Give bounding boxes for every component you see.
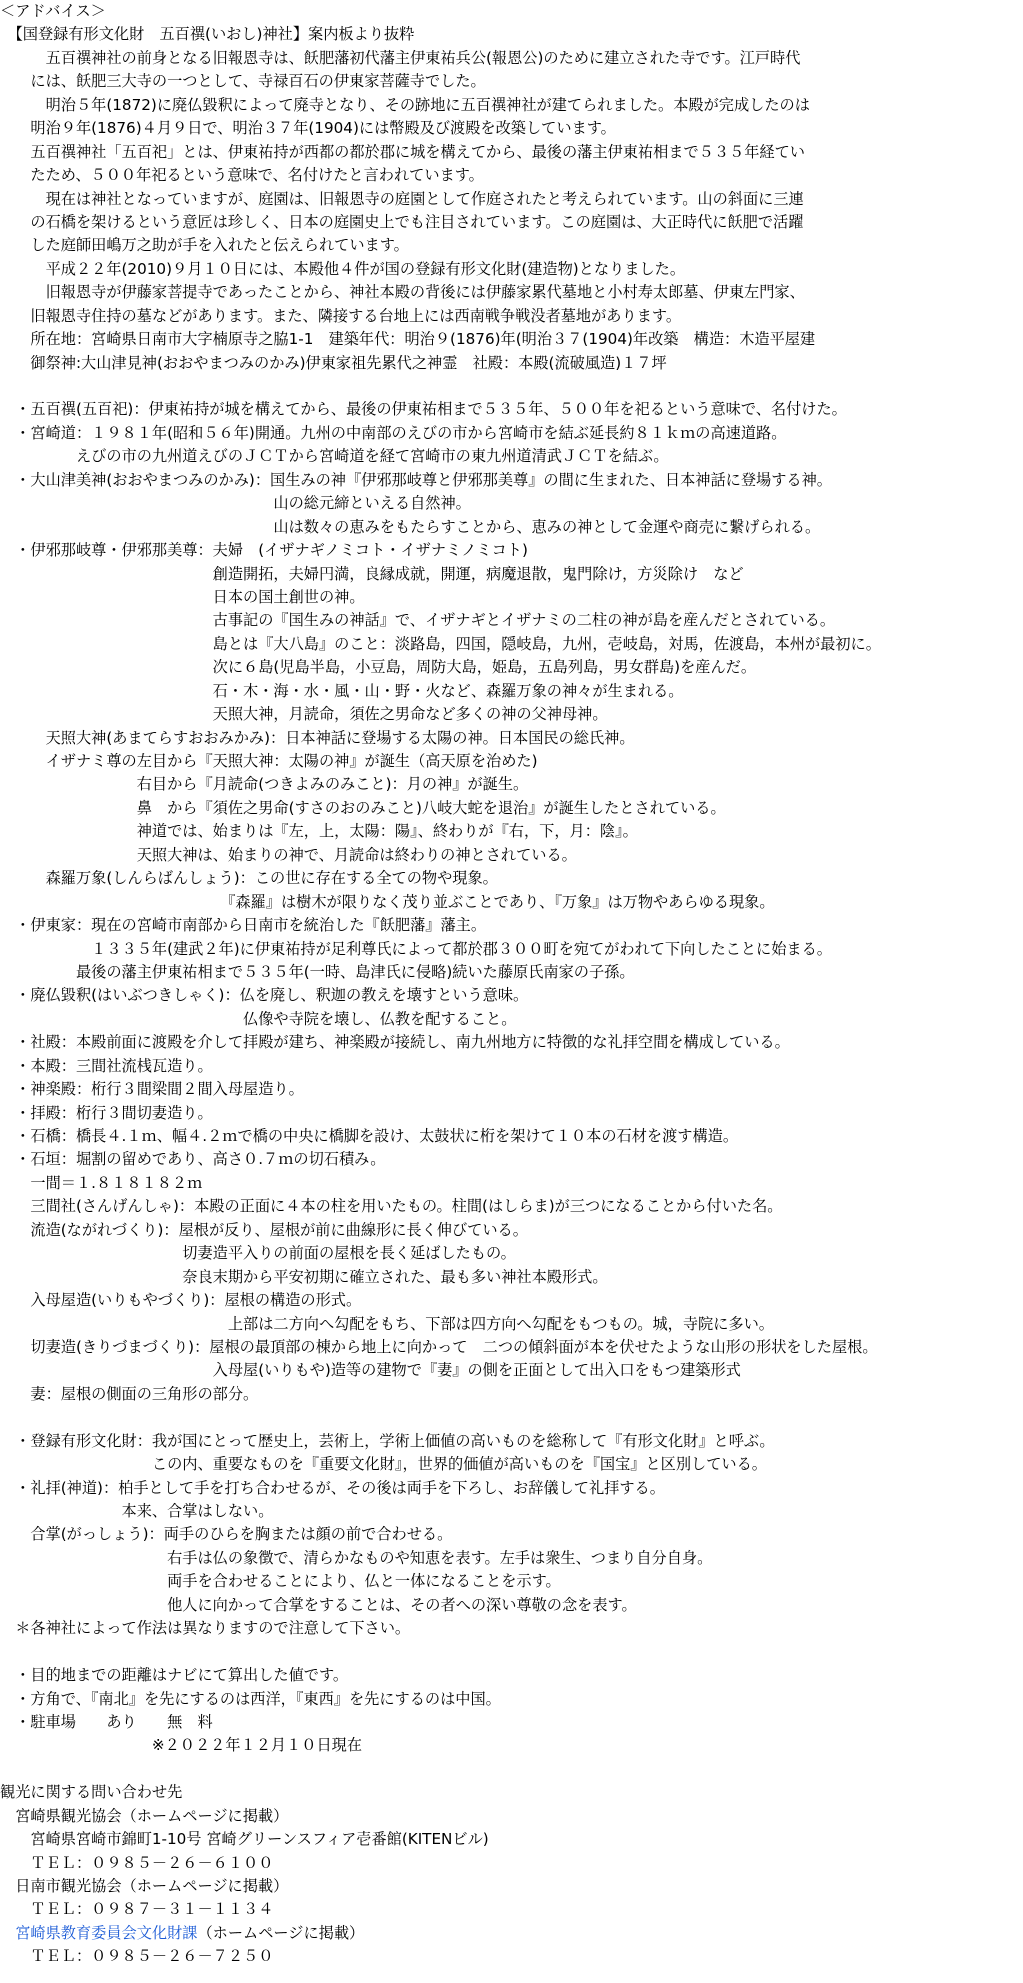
etiquette-section: [0, 1430, 1023, 1641]
note-line: イザナミ尊の左目から『天照大神：太陽の神』が誕生（高天原を治めた): [0, 752, 538, 770]
etiquette-line: ・登録有形文化財：我が国にとって歴史上，芸術上，学術上価値の高いものを総称して『有形文化財』と呼ぶ。: [0, 1431, 775, 1450]
note-line: ・伊東家：現在の宮崎市南部から日南市を統治した『飫肥藩』藩主。: [0, 916, 486, 935]
contact-miyazaki-tel: ＴＥＬ：０９８５－２６－６１００: [0, 1853, 274, 1872]
note-line: ・本殿：三間社流桟瓦造り。: [0, 1056, 213, 1075]
etiquette-line: 他人に向かって合掌をすることは、その者への深い尊敬の念を表す。: [0, 1595, 637, 1614]
note-line: 妻：屋根の側面の三角形の部分。: [0, 1384, 259, 1403]
note-line: 切妻造平入りの前面の屋根を長く延ばしたもの。: [0, 1244, 516, 1263]
etiquette-caution: ＊各神社によって作法は異なりますので注意して下さい。: [0, 1619, 411, 1638]
placard-line: 旧報恩寺が伊藤家菩提寺であったことから、神社本殿の背後には伊藤家累代墓地と小村寿太郎墓、伊東左門家、: [0, 283, 805, 302]
contact-nichinan-tel: ＴＥＬ：０９８７－３１－１１３４: [0, 1900, 274, 1919]
spacer: [0, 1406, 1023, 1429]
note-line: 仏像や寺院を壊し、仏教を配すること。: [0, 1009, 517, 1028]
note-line: ・五百禩(五百祀)：伊東祐持が城を構えてから、最後の伊東祐相まで５３５年、５００年を祀るという意味で、名付けた。: [0, 400, 847, 419]
note-line: 入母屋造(いりもやづくり)：屋根の構造の形式。: [0, 1291, 362, 1310]
notes-section: [0, 398, 1023, 1406]
etiquette-line: 合掌(がっしょう)：両手のひらを胸または顔の前で合わせる。: [0, 1525, 453, 1544]
contacts-section: [0, 1781, 1023, 1969]
travel-section: [0, 1664, 1023, 1758]
note-line: 山の総元締といえる自然神。: [0, 494, 471, 513]
contact-miyazaki-address: 宮崎県宮崎市錦町1-10号 宮崎グリーンスフィア壱番館(KITENビル): [0, 1830, 489, 1849]
contact-education-tel: ＴＥＬ：０９８５－２６－７２５０: [0, 1947, 274, 1966]
spacer: [0, 375, 1023, 398]
note-line: 上部は二方向へ勾配をもち、下部は四方向へ勾配をもつもの。城，寺院に多い。: [0, 1314, 774, 1333]
placard-line: 五百禩神社「五百祀」とは、伊東祐持が西都の都於郡に城を構えてから、最後の藩主伊東祐相まで５３５年経てい: [0, 142, 805, 161]
as-of-date: ※２０２２年１２月１０日現在: [0, 1736, 363, 1755]
note-line: 天照大神，月読命，須佐之男命など多くの神の父神母神。: [0, 705, 608, 724]
placard-line: たため、５００年祀るという意味で、名付けたと言われています。: [0, 166, 484, 185]
note-line: 天照大神は、始まりの神で、月読命は終わりの神とされている。: [0, 845, 577, 864]
placard-line: の石橋を架けるという意匠は珍しく、日本の庭園史上でも注目されています。この庭園は、大正時代に飫肥で活躍: [0, 212, 804, 231]
note-line: 三間社(さんげんしゃ)：本殿の正面に４本の柱を用いたもの。柱間(はしらま)が三つになることから付いた名。: [0, 1197, 783, 1216]
placard-line: 五百禩神社の前身となる旧報恩寺は、飫肥藩初代藩主伊東祐兵公(報恩公)のために建立された寺です。江戸時代: [0, 48, 801, 67]
contact-education-board: [0, 1922, 1023, 1945]
note-line: ・宮崎道：１９８１年(昭和５６年)開通。九州の中南部のえびの市から宮崎市を結ぶ延長約８１ｋｍの高速道路。: [0, 423, 787, 442]
note-line: 切妻造(きりづまづくり)：屋根の最頂部の棟から地上に向かって 二つの傾斜面が本を伏せたような山形の形状をした屋根。: [0, 1337, 878, 1356]
etiquette-line: 本来、合掌はしない。: [0, 1502, 274, 1520]
note-line: 最後の藩主伊東祐相まで５３５年(一時、島津氏に侵略)続いた藤原氏南家の子孫。: [0, 962, 635, 981]
note-line: ・伊邪那岐尊・伊邪那美尊：夫婦 (イザナギノミコト・イザナミノミコト): [0, 541, 528, 560]
placard-line: 明治５年(1872)に廃仏毀釈によって廃寺となり、その跡地に五百禩神社が建てられました。本殿が完成したのは: [0, 95, 810, 114]
placard-title: 【国登録有形文化財 五百禩(いおし)神社】案内板より抜粋: [0, 25, 415, 44]
note-line: ・石橋：橋長４.１ｍ、幅４.２ｍで橋の中央に橋脚を設け、太鼓状に桁を架けて１０本の石材を渡す構造。: [0, 1127, 739, 1145]
note-line: 一間＝１.８１８１８２ｍ: [0, 1173, 203, 1192]
travel-line: ・目的地までの距離はナビにて算出した値です。: [0, 1666, 349, 1685]
contacts-heading: 観光に関する問い合わせ先: [0, 1783, 183, 1802]
parking-line: ・駐車場 あり 無 料: [0, 1712, 213, 1731]
contact-miyazaki-association: 宮崎県観光協会（ホームページに掲載）: [0, 1806, 289, 1825]
note-line: 奈良末期から平安初期に確立された、最も多い神社本殿形式。: [0, 1267, 608, 1286]
etiquette-line: 両手を合わせることにより、仏と一体になることを示す。: [0, 1572, 561, 1591]
note-line: 創造開拓，夫婦円満，良縁成就，開運，病魔退散，鬼門除け，方災除け など: [0, 564, 744, 583]
note-line: 島とは『大八島』のこと：淡路島，四国，隠岐島，九州，壱岐島，対馬，佐渡島，本州が最初に。: [0, 634, 881, 653]
note-line: 古事記の『国生みの神話』で、イザナギとイザナミの二柱の神が島を産んだとされている。: [0, 611, 836, 630]
note-line: ・石垣：堀割の留めであり、高さ０.７ｍの切石積み。: [0, 1150, 386, 1169]
note-line: 鼻 から『須佐之男命(すさのおのみこと)八岐大蛇を退治』が誕生したとされている。: [0, 798, 726, 817]
placard-line: した庭師田嶋万之助が手を入れたと伝えられています。: [0, 236, 409, 255]
placard-line: 平成２２年(2010)９月１０日には、本殿他４件が国の登録有形文化財(建造物)となりました。: [0, 259, 686, 278]
note-line: 入母屋(いりもや)造等の建物で『妻』の側を正面として出入口をもつ建築形式: [0, 1361, 741, 1380]
placard-line: 明治９年(1876)４月９日で、明治３７年(1904)には幣殿及び渡殿を改築しています。: [0, 119, 616, 138]
note-line: 森羅万象(しんらばんしょう)：この世に存在する全ての物や現象。: [0, 869, 498, 888]
note-line: ・拝殿：桁行３間切妻造り。: [0, 1103, 213, 1122]
note-line: 日本の国土創世の神。: [0, 587, 365, 606]
note-line: 山は数々の恵みをもたらすことから、恵みの神として金運や商売に繋げられる。: [0, 517, 821, 536]
spacer: [0, 1758, 1023, 1781]
education-board-note: （ホームページに掲載）: [197, 1923, 365, 1942]
education-board-link[interactable]: 宮崎県教育委員会文化財課: [15, 1923, 198, 1942]
travel-line: ・方角で、『南北』を先にするのは西洋，『東西』を先にするのは中国。: [0, 1689, 501, 1708]
note-line: 『森羅』は樹木が限りなく茂り並ぶことであり、『万象』は万物やあらゆる現象。: [0, 892, 775, 911]
placard-location-line: 所在地：宮崎県日南市大字楠原寺之脇1-1 建築年代：明治９(1876)年(明治３７(1904)年改築 構造：木造平屋建: [0, 330, 816, 349]
note-line: 石・木・海・水・風・山・野・火など、森羅万象の神々が生まれる。: [0, 681, 684, 700]
note-line: 天照大神(あまてらすおおみかみ)：日本神話に登場する太陽の神。日本国民の総氏神。: [0, 728, 635, 747]
note-line: 神道では、始まりは『左，上，太陽：陽』、終わりが『右，下，月：陰』。: [0, 822, 638, 841]
note-line: 右目から『月読命(つきよみのみこと)：月の神』が誕生。: [0, 775, 529, 794]
note-line: ・大山津美神(おおやまつみのかみ)：国生みの神『伊邪那岐尊と伊邪那美尊』の間に生まれた、日本神話に登場する神。: [0, 470, 832, 489]
etiquette-line: 右手は仏の象徴で、清らかなものや知恵を表す。左手は衆生、つまり自分自身。: [0, 1548, 713, 1567]
note-line: １３３５年(建武２年)に伊東祐持が足利尊氏によって都於郡３００町を宛てがわれて下向したことに始まる。: [0, 939, 832, 958]
note-line: 次に６島(児島半島，小豆島，周防大島，姫島，五島列島，男女群島)を産んだ。: [0, 658, 757, 677]
advice-heading: ＜アドバイス＞: [0, 2, 106, 20]
placard-deity-line: 御祭神:大山津見神(おおやまつみのかみ)伊東家祖先累代之神霊 社殿：本殿(流破風造)１７坪: [0, 353, 667, 372]
note-line: ・神楽殿：桁行３間梁間２間入母屋造り。: [0, 1080, 304, 1099]
note-line: ・社殿：本殿前面に渡殿を介して拝殿が建ち、神楽殿が接続し、南九州地方に特徴的な礼拝空間を構成している。: [0, 1033, 790, 1052]
etiquette-line: ・礼拝(神道)：柏手として手を打ち合わせるが、その後は両手を下ろし、お辞儀して礼拝する。: [0, 1478, 665, 1497]
note-line: えびの市の九州道えびのＪＣＴから宮崎道を経て宮崎市の東九州道清武ＪＣＴを結ぶ。: [0, 447, 669, 466]
placard-line: には、飫肥三大寺の一つとして、寺禄百石の伊東家菩薩寺でした。: [0, 72, 486, 91]
placard-line: 旧報恩寺住持の墓などがあります。また、隣接する台地上には西南戦争戦没者墓地があります。: [0, 306, 682, 325]
contact-nichinan-association: 日南市観光協会（ホームページに掲載）: [0, 1877, 289, 1895]
spacer: [0, 1641, 1023, 1664]
note-line: 流造(ながれづくり)：屋根が反り、屋根が前に曲線形に長く伸びている。: [0, 1220, 528, 1239]
placard-excerpt: [0, 23, 1023, 375]
etiquette-line: この内、重要なものを『重要文化財』，世界的価値が高いものを『国宝』と区別している。: [0, 1455, 767, 1474]
note-line: ・廃仏毀釈(はいぶつきしゃく)：仏を廃し、釈迦の教えを壊すという意味。: [0, 986, 529, 1005]
placard-line: 現在は神社となっていますが、庭園は、旧報恩寺の庭園として作庭されたと考えられています。山の斜面に三連: [0, 189, 804, 208]
